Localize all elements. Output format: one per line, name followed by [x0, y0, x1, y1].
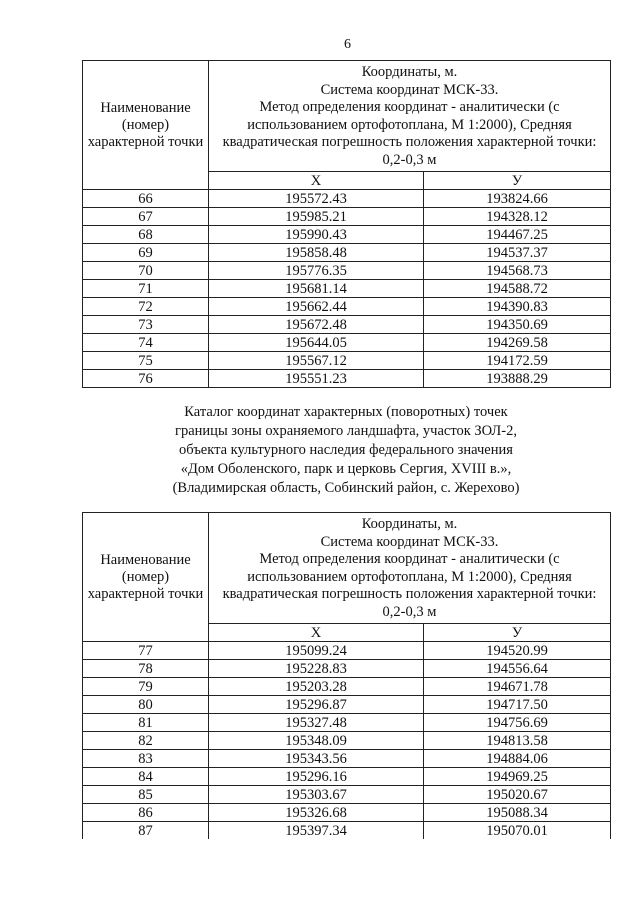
table-row: [83, 660, 611, 678]
y-coordinate: 194671.78: [424, 678, 611, 696]
point-number: 69: [83, 244, 209, 262]
table-header-row: [83, 61, 611, 172]
point-number: 73: [83, 316, 209, 334]
header-line: 0,2-0,3 м: [382, 603, 437, 620]
y-column-header: У: [424, 624, 611, 642]
x-coordinate: 195551.23: [209, 370, 424, 388]
x-column-header: X: [209, 624, 424, 642]
header-line: 0,2-0,3 м: [382, 151, 437, 168]
y-coordinate: 194328.12: [424, 208, 611, 226]
header-line: (номер): [121, 116, 170, 133]
point-number: 84: [83, 768, 209, 786]
table-row: [83, 786, 611, 804]
table-row: [83, 226, 611, 244]
coordinates-table-1: [82, 60, 611, 388]
caption-line: «Дом Оболенского, парк и церковь Сергия, XVIII в.»,: [180, 461, 512, 477]
x-coordinate: 195099.24: [209, 642, 424, 660]
point-number: 86: [83, 804, 209, 822]
table-row: [83, 714, 611, 732]
y-coordinate: 194390.83: [424, 298, 611, 316]
y-coordinate: 194588.72: [424, 280, 611, 298]
y-coordinate: 194884.06: [424, 750, 611, 768]
x-coordinate: 195858.48: [209, 244, 424, 262]
y-coordinate: 195020.67: [424, 786, 611, 804]
catalog-caption: [82, 403, 610, 498]
x-coordinate: 195326.68: [209, 804, 424, 822]
header-line: Координаты, м.: [361, 516, 458, 532]
table-row: [83, 262, 611, 280]
y-coordinate: 194520.99: [424, 642, 611, 660]
point-number: 80: [83, 696, 209, 714]
header-line: характерной точки: [87, 133, 204, 150]
y-coordinate: 194350.69: [424, 316, 611, 334]
x-coordinate: 195776.35: [209, 262, 424, 280]
y-coordinate: 195070.01: [424, 822, 611, 840]
caption-line: (Владимирская область, Собинский район, с. Жерехово): [172, 480, 520, 496]
point-number: 71: [83, 280, 209, 298]
point-number: 83: [83, 750, 209, 768]
caption-line: границы зоны охраняемого ландшафта, участок ЗОЛ-2,: [175, 423, 517, 439]
header-coordinates: [209, 513, 611, 624]
point-number: 81: [83, 714, 209, 732]
x-coordinate: 195985.21: [209, 208, 424, 226]
header-line: использованием ортофотоплана, М 1:2000), Средняя: [247, 568, 572, 585]
table-row: [83, 768, 611, 786]
header-line: Система координат МСК-33.: [320, 533, 499, 550]
header-line: Координаты, м.: [361, 64, 458, 80]
x-coordinate: 195662.44: [209, 298, 424, 316]
x-coordinate: 195327.48: [209, 714, 424, 732]
y-coordinate: 194556.64: [424, 660, 611, 678]
point-number: 82: [83, 732, 209, 750]
table-row: [83, 208, 611, 226]
x-coordinate: 195203.28: [209, 678, 424, 696]
table-row: [83, 190, 611, 208]
y-column-header: У: [424, 172, 611, 190]
point-number: 78: [83, 660, 209, 678]
header-point-name: [83, 513, 209, 642]
table-row: [83, 750, 611, 768]
table-row: [83, 298, 611, 316]
point-number: 72: [83, 298, 209, 316]
table-row: [83, 280, 611, 298]
x-coordinate: 195228.83: [209, 660, 424, 678]
x-coordinate: 195397.34: [209, 822, 424, 840]
point-number: 67: [83, 208, 209, 226]
point-number: 85: [83, 786, 209, 804]
x-coordinate: 195567.12: [209, 352, 424, 370]
point-number: 79: [83, 678, 209, 696]
table-header-row: [83, 513, 611, 624]
y-coordinate: 194756.69: [424, 714, 611, 732]
header-line: Наименование: [100, 99, 191, 116]
header-line: Наименование: [100, 551, 191, 568]
table-row: [83, 244, 611, 262]
x-coordinate: 195681.14: [209, 280, 424, 298]
y-coordinate: 193824.66: [424, 190, 611, 208]
table-row: [83, 696, 611, 714]
table-row: [83, 732, 611, 750]
header-line: Система координат МСК-33.: [320, 81, 499, 98]
point-number: 74: [83, 334, 209, 352]
x-coordinate: 195672.48: [209, 316, 424, 334]
point-number: 87: [83, 822, 209, 840]
point-number: 76: [83, 370, 209, 388]
y-coordinate: 194269.58: [424, 334, 611, 352]
x-column-header: X: [209, 172, 424, 190]
page-number: 6: [344, 37, 351, 52]
y-coordinate: 194537.37: [424, 244, 611, 262]
header-line: (номер): [121, 568, 170, 585]
header-line: использованием ортофотоплана, М 1:2000), Средняя: [247, 116, 572, 133]
y-coordinate: 194467.25: [424, 226, 611, 244]
table-row: [83, 804, 611, 822]
table-row: [83, 678, 611, 696]
x-coordinate: 195644.05: [209, 334, 424, 352]
table-row: [83, 370, 611, 388]
table-row: [83, 334, 611, 352]
point-number: 75: [83, 352, 209, 370]
header-line: квадратическая погрешность положения характерной точки:: [222, 134, 597, 150]
x-coordinate: 195572.43: [209, 190, 424, 208]
x-coordinate: 195343.56: [209, 750, 424, 768]
point-number: 70: [83, 262, 209, 280]
table-row: [83, 822, 611, 840]
header-point-name: [83, 61, 209, 190]
x-coordinate: 195296.87: [209, 696, 424, 714]
caption-line: Каталог координат характерных (поворотных) точек: [184, 404, 508, 420]
y-coordinate: 194813.58: [424, 732, 611, 750]
y-coordinate: 194172.59: [424, 352, 611, 370]
header-coordinates: [209, 61, 611, 172]
x-coordinate: 195990.43: [209, 226, 424, 244]
x-coordinate: 195303.67: [209, 786, 424, 804]
header-line: Метод определения координат - аналитически (с: [259, 99, 560, 115]
y-coordinate: 194969.25: [424, 768, 611, 786]
y-coordinate: 194568.73: [424, 262, 611, 280]
x-coordinate: 195348.09: [209, 732, 424, 750]
header-line: квадратическая погрешность положения характерной точки:: [222, 586, 597, 602]
x-coordinate: 195296.16: [209, 768, 424, 786]
header-line: характерной точки: [87, 585, 204, 602]
table-row: [83, 316, 611, 334]
point-number: 68: [83, 226, 209, 244]
coordinates-table-2: [82, 512, 611, 839]
y-coordinate: 193888.29: [424, 370, 611, 388]
caption-line: объекта культурного наследия федерального значения: [179, 442, 513, 458]
header-line: Метод определения координат - аналитически (с: [259, 551, 560, 567]
table-row: [83, 642, 611, 660]
point-number: 77: [83, 642, 209, 660]
y-coordinate: 194717.50: [424, 696, 611, 714]
point-number: 66: [83, 190, 209, 208]
y-coordinate: 195088.34: [424, 804, 611, 822]
table-row: [83, 352, 611, 370]
